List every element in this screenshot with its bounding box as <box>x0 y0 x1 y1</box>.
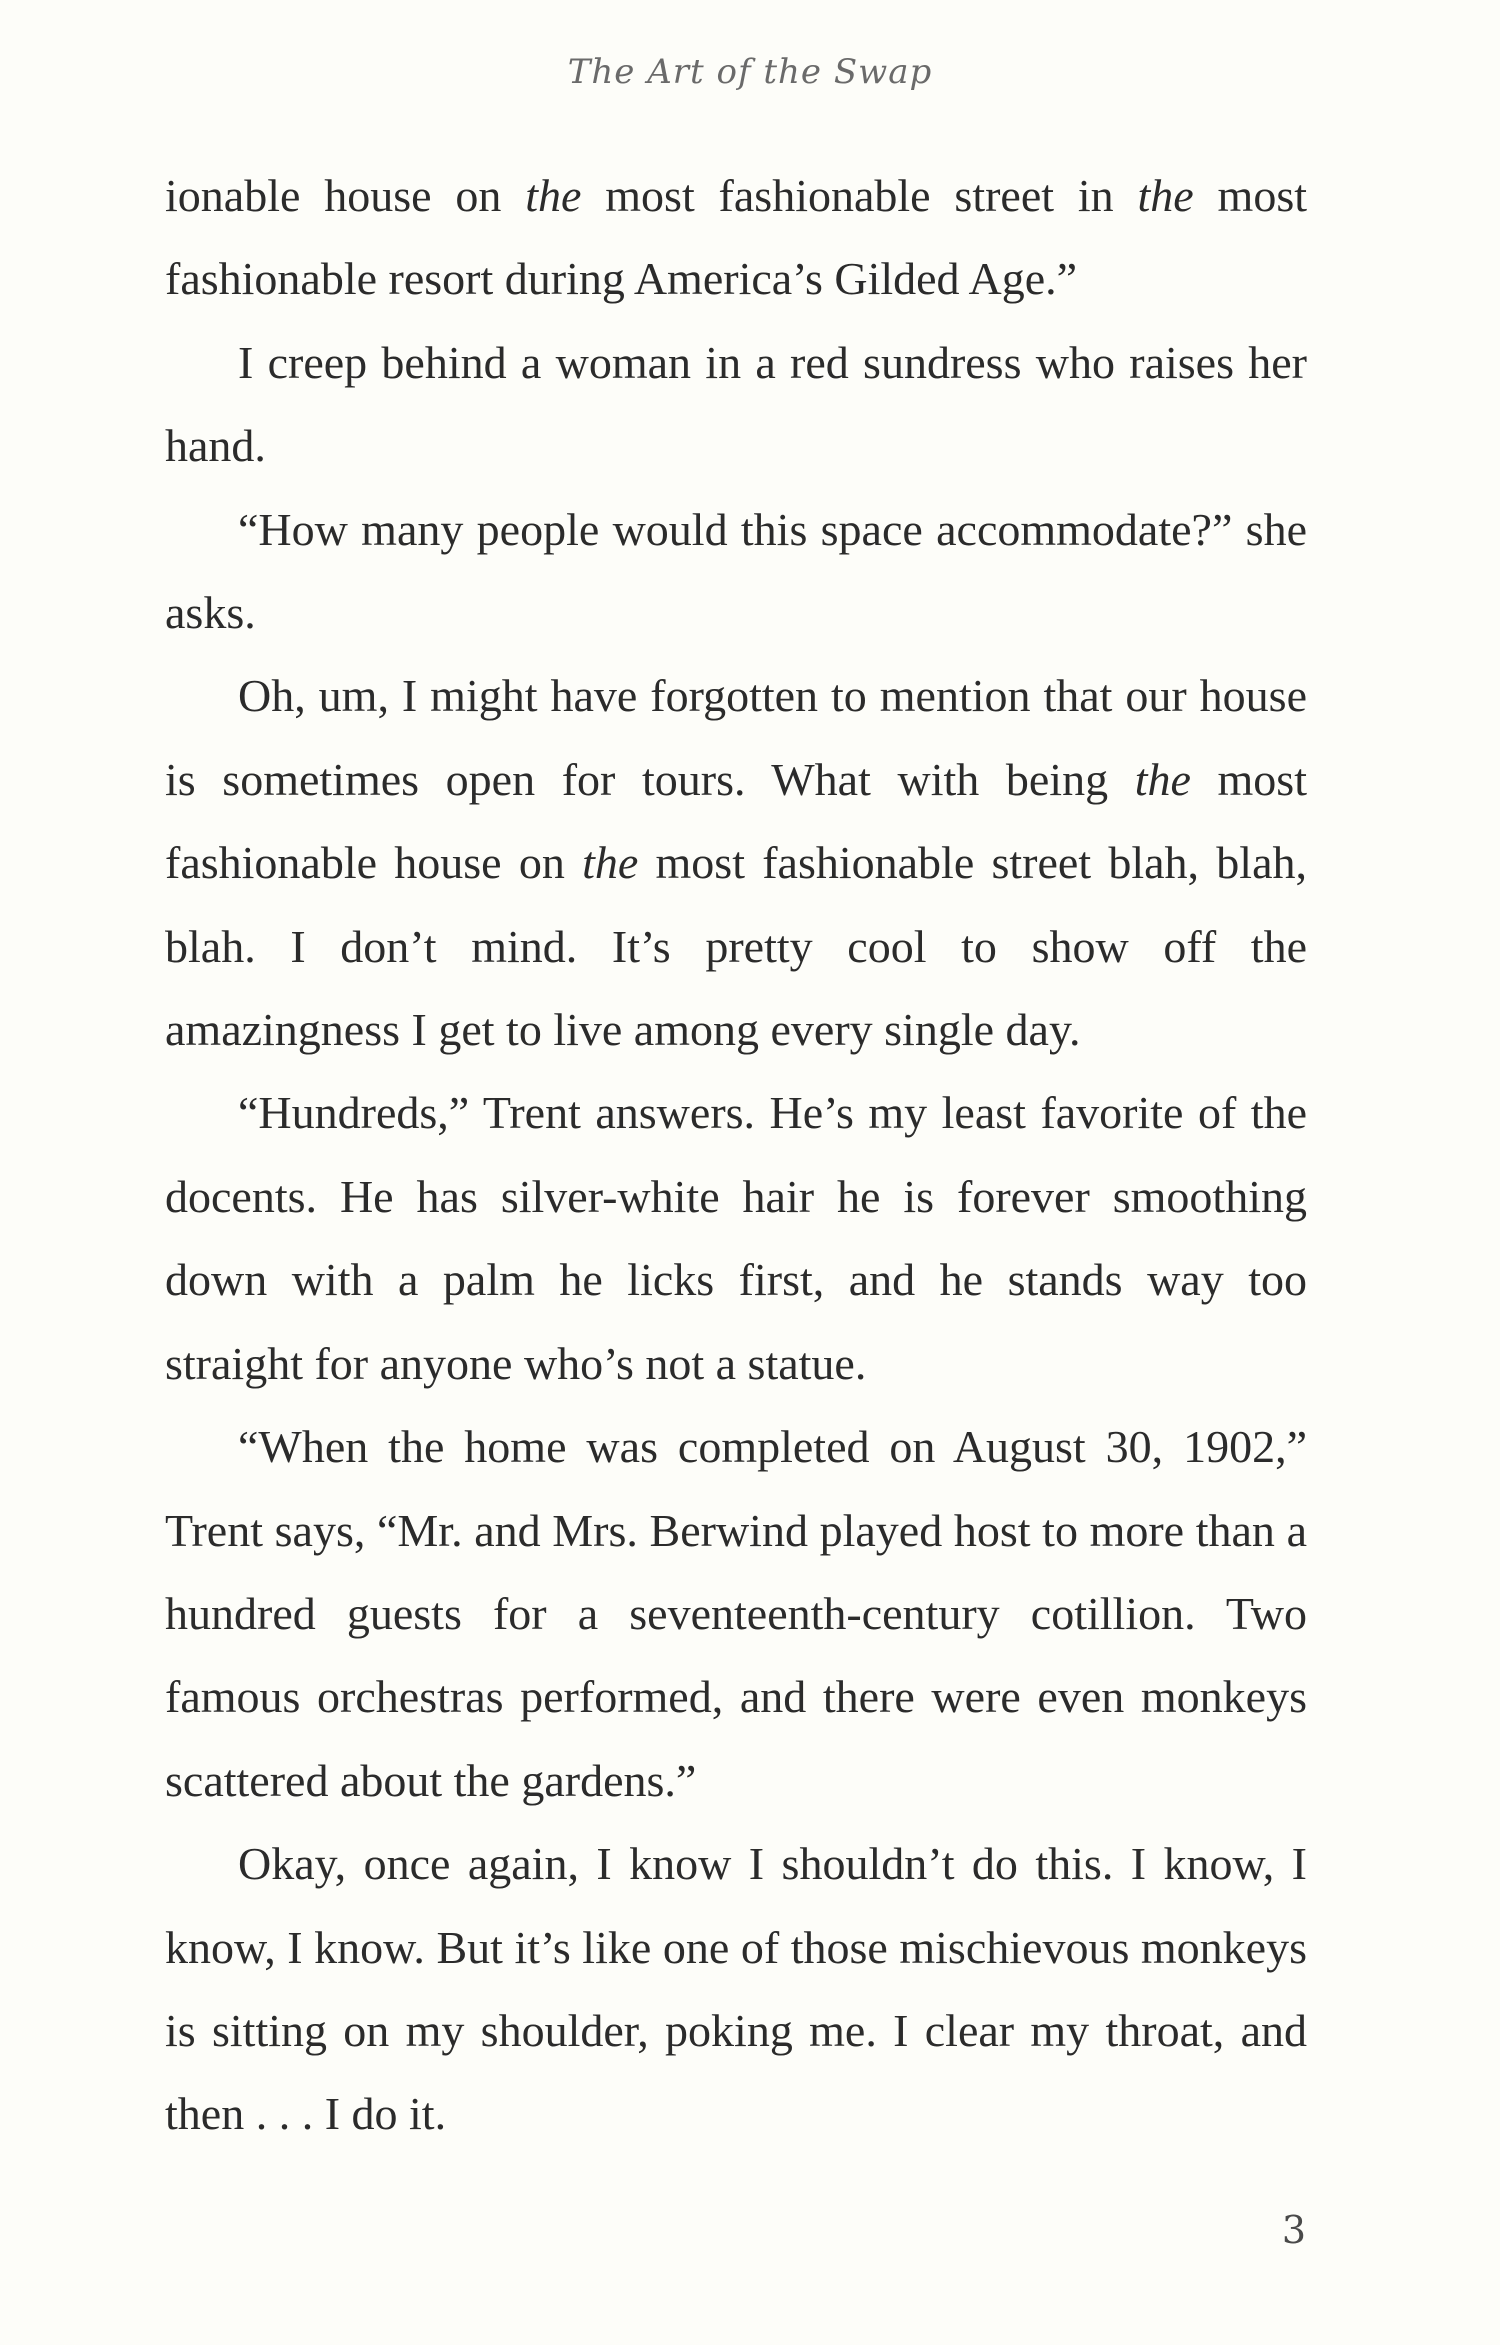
paragraph-4: Oh, um, I might have forgotten to mention that our house is sometimes open for tours. What with being the most fashionable house on the most fashionable street blah, blah, blah. I don’t mind. It’s pretty cool to show off the amazingness I get to live among every single day. <box>165 670 1307 1056</box>
body-text <box>165 154 1307 2156</box>
paragraph-2: I creep behind a woman in a red sundress who raises her hand. <box>165 336 1307 472</box>
running-head: The Art of the Swap <box>567 52 933 92</box>
paragraph-1: ionable house on the most fashionable street in the most fashionable resort during America’s Gilded Age.” <box>165 170 1308 305</box>
paragraph-7: Okay, once again, I know I shouldn’t do this. I know, I know, I know. But it’s like one of those mischievous monkeys is sitting on my shoulder, poking me. I clear my throat, and then . . . I do it. <box>165 1838 1307 2140</box>
paragraph-6: “When the home was completed on August 30, 1902,” Trent says, “Mr. and Mrs. Berwind played host to more than a hundred guests for a seventeenth-century cotillion. Two famous orchestras performed, and there were even monkeys scattered about the gardens.” <box>165 1421 1307 1806</box>
page-number: 3 <box>1281 2208 1306 2252</box>
paragraph-5: “Hundreds,” Trent answers. He’s my least favorite of the docents. He has silver-white hair he is forever smoothing down with a palm he licks first, and he stands way too straight for anyone who’s not a statue. <box>165 1087 1307 1389</box>
paragraph-3: “How many people would this space accommodate?” she asks. <box>165 503 1307 639</box>
